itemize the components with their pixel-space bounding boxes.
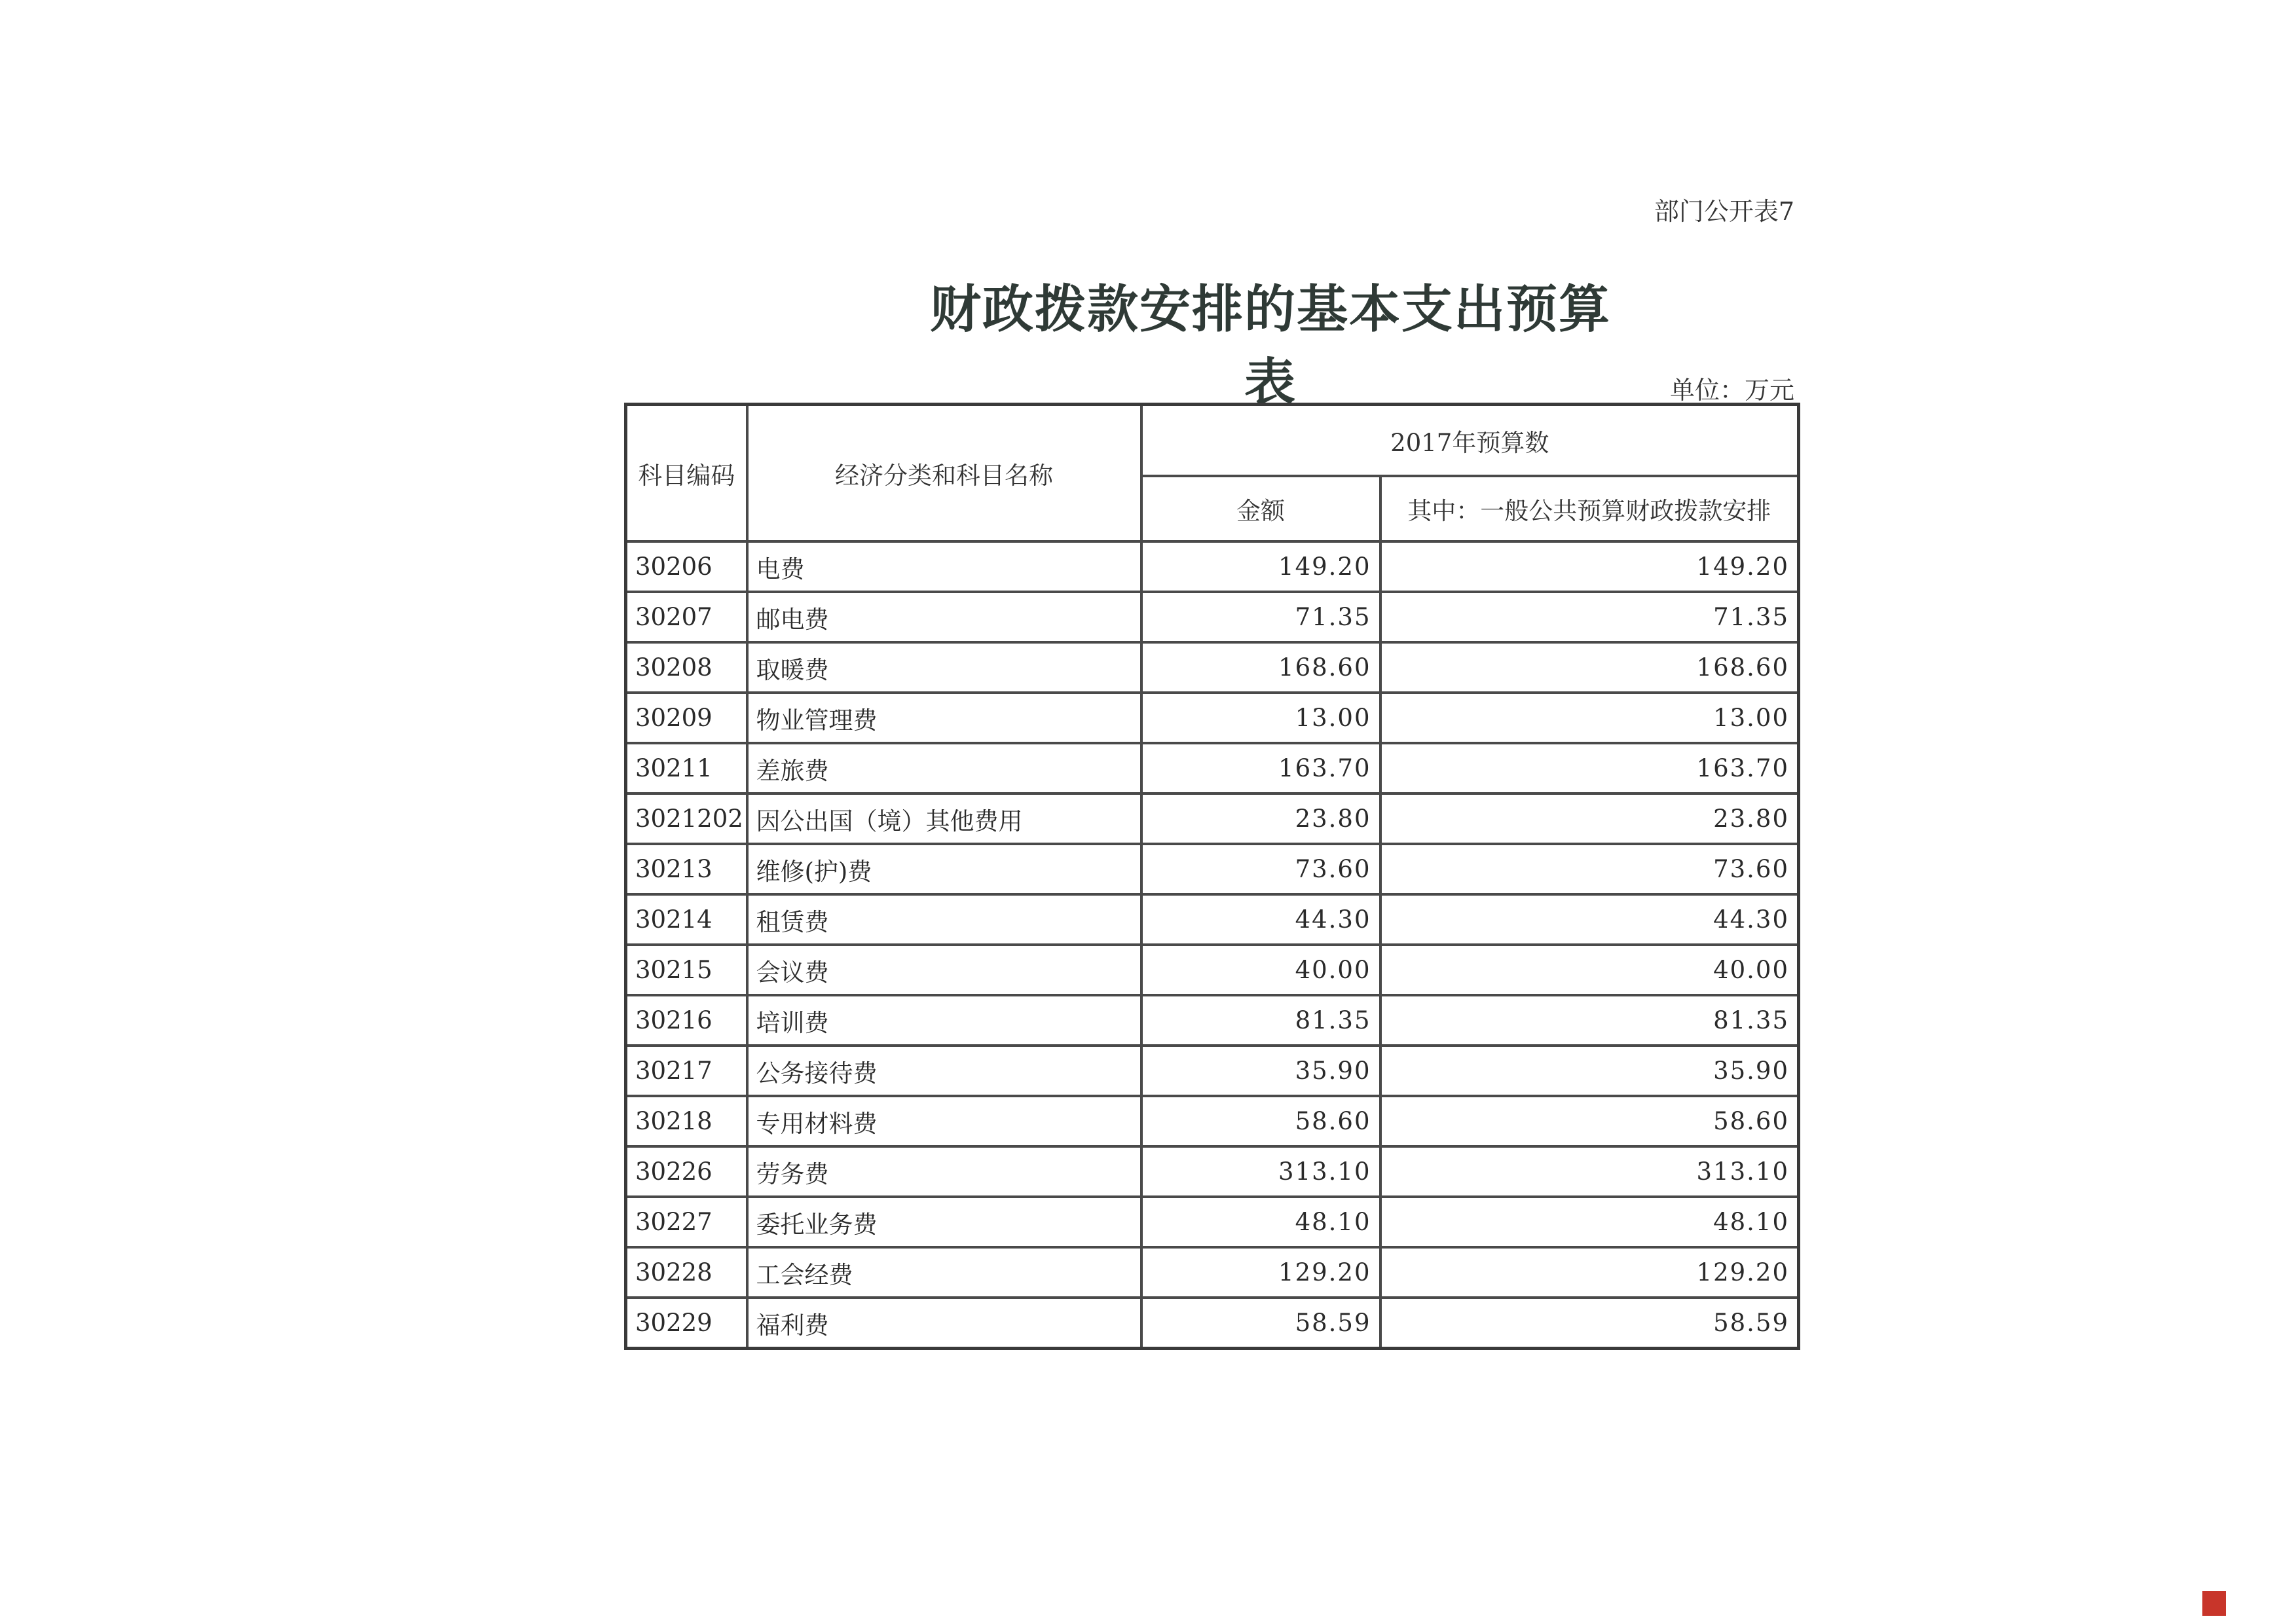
cell-code: 30211 [626,743,747,793]
cell-general: 168.60 [1380,642,1799,693]
cell-name: 公务接待费 [747,1046,1141,1096]
cell-name: 差旅费 [747,743,1141,793]
cell-amount: 129.20 [1141,1247,1380,1298]
cell-amount: 81.35 [1141,995,1380,1046]
cell-general: 35.90 [1380,1046,1799,1096]
cell-general: 71.35 [1380,592,1799,642]
cell-general: 40.00 [1380,945,1799,995]
cell-general: 81.35 [1380,995,1799,1046]
cell-general: 149.20 [1380,541,1799,592]
column-header-name: 经济分类和科目名称 [747,405,1141,542]
cell-name: 培训费 [747,995,1141,1046]
cell-general: 73.60 [1380,844,1799,894]
cell-code: 30226 [626,1146,747,1197]
cell-amount: 40.00 [1141,945,1380,995]
cell-amount: 168.60 [1141,642,1380,693]
cell-name: 因公出国（境）其他费用 [747,793,1141,844]
cell-name: 福利费 [747,1298,1141,1349]
column-header-general: 其中：一般公共预算财政拨款安排 [1380,476,1799,541]
table-row [626,1247,1799,1298]
cell-amount: 58.59 [1141,1298,1380,1349]
table-row [626,793,1799,844]
cell-general: 163.70 [1380,743,1799,793]
cell-name: 劳务费 [747,1146,1141,1197]
cell-amount: 149.20 [1141,541,1380,592]
cell-name: 维修(护)费 [747,844,1141,894]
cell-general: 13.00 [1380,693,1799,743]
cell-amount: 13.00 [1141,693,1380,743]
cell-name: 工会经费 [747,1247,1141,1298]
cell-amount: 313.10 [1141,1146,1380,1197]
cell-code: 30215 [626,945,747,995]
cell-amount: 73.60 [1141,844,1380,894]
cell-general: 129.20 [1380,1247,1799,1298]
cell-name: 委托业务费 [747,1197,1141,1247]
cell-general: 48.10 [1380,1197,1799,1247]
cell-code: 30228 [626,1247,747,1298]
cell-code: 30213 [626,844,747,894]
table-row [626,1298,1799,1349]
cell-code: 30229 [626,1298,747,1349]
cell-code: 30207 [626,592,747,642]
cell-name: 邮电费 [747,592,1141,642]
cell-name: 租赁费 [747,894,1141,945]
table-row [626,995,1799,1046]
table-row [626,945,1799,995]
cell-general: 44.30 [1380,894,1799,945]
budget-table [624,403,1800,1350]
form-number: 部门公开表7 [1654,197,1794,226]
table-row [626,541,1799,592]
seal-stamp [2202,1591,2226,1616]
cell-code: 3021202 [626,793,747,844]
table-row [626,1096,1799,1146]
cell-name: 取暖费 [747,642,1141,693]
table-row [626,1046,1799,1096]
cell-code: 30214 [626,894,747,945]
cell-general: 23.80 [1380,793,1799,844]
table-row [626,693,1799,743]
cell-code: 30209 [626,693,747,743]
table-row [626,1146,1799,1197]
page-title: 财政拨款安排的基本支出预算表 [929,280,1611,412]
table-row [626,642,1799,693]
cell-code: 30227 [626,1197,747,1247]
table-row [626,592,1799,642]
cell-amount: 58.60 [1141,1096,1380,1146]
cell-amount: 35.90 [1141,1046,1380,1096]
cell-name: 会议费 [747,945,1141,995]
column-header-code: 科目编码 [626,405,747,542]
table-row [626,743,1799,793]
cell-general: 58.60 [1380,1096,1799,1146]
column-header-budget-group: 2017年预算数 [1141,405,1799,477]
cell-general: 313.10 [1380,1146,1799,1197]
table-row [626,1197,1799,1247]
cell-code: 30208 [626,642,747,693]
table-body [626,541,1799,1349]
cell-amount: 23.80 [1141,793,1380,844]
cell-name: 专用材料费 [747,1096,1141,1146]
cell-amount: 71.35 [1141,592,1380,642]
cell-name: 物业管理费 [747,693,1141,743]
cell-code: 30217 [626,1046,747,1096]
cell-code: 30206 [626,541,747,592]
table-row [626,844,1799,894]
cell-code: 30216 [626,995,747,1046]
table-row [626,894,1799,945]
column-header-amount: 金额 [1141,476,1380,541]
unit-label: 单位：万元 [1669,376,1794,405]
cell-amount: 44.30 [1141,894,1380,945]
cell-amount: 48.10 [1141,1197,1380,1247]
cell-code: 30218 [626,1096,747,1146]
cell-name: 电费 [747,541,1141,592]
cell-amount: 163.70 [1141,743,1380,793]
cell-general: 58.59 [1380,1298,1799,1349]
